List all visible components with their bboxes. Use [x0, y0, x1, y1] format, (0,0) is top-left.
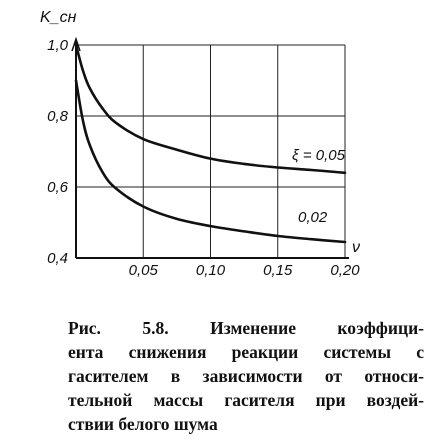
- x-tick-label: 0,20: [330, 262, 360, 279]
- y-tick-label: 0,6: [47, 179, 68, 196]
- y-axis-label: K_сн: [40, 9, 77, 26]
- caption-line: тельной массы гасителя при воздей-: [68, 390, 424, 410]
- y-tick-label: 1,0: [47, 37, 68, 54]
- x-axis-label: ν: [352, 239, 360, 256]
- y-tick-label: 0,8: [47, 108, 68, 125]
- figure-caption: [68, 316, 424, 436]
- x-tick-label: 0,10: [195, 262, 226, 279]
- caption-line: Рис. 5.8. Изменение коэффици-: [68, 318, 424, 338]
- series-label-1: ξ = 0,05: [292, 147, 345, 164]
- series-label-2: 0,02: [298, 209, 328, 226]
- caption-line: ента снижения реакции системы с: [68, 342, 424, 362]
- x-tick-label: 0,05: [128, 262, 158, 279]
- caption-line: гасителем в зависимости от относи-: [68, 366, 424, 386]
- y-tick-label: 0,4: [47, 250, 68, 267]
- caption-line: ствии белого шума: [68, 414, 218, 434]
- x-tick-label: 0,15: [263, 262, 293, 279]
